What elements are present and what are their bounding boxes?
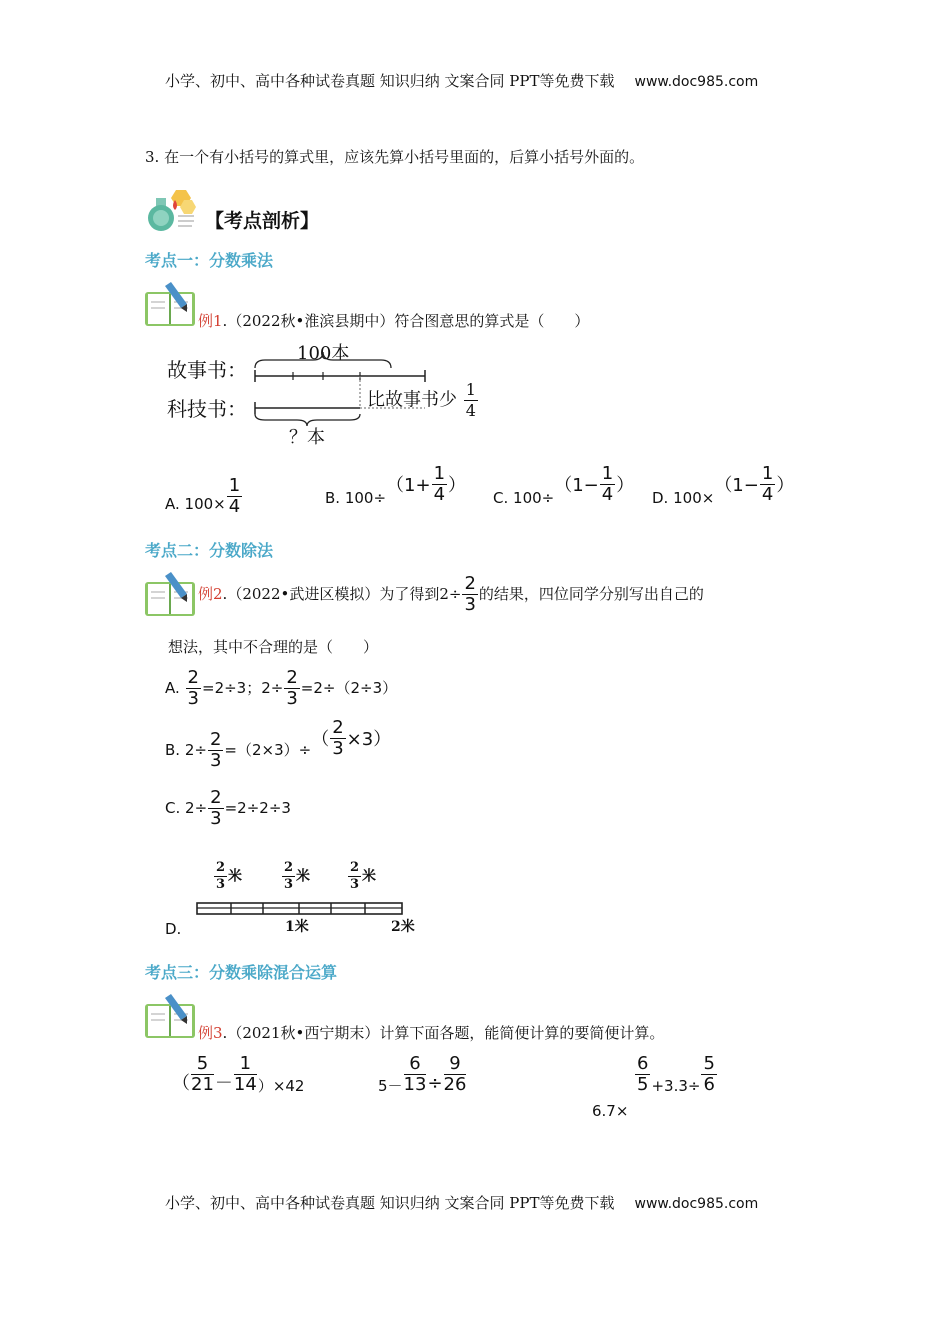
example-1-label: 例1 — [198, 312, 223, 330]
diagram-total-label: 100本 — [297, 343, 350, 364]
diagram-note: 比故事书少 $\frac{1}{4}$ — [367, 380, 476, 420]
segment-unit-1: 1米 — [285, 919, 309, 935]
page-header — [165, 70, 758, 91]
segment-label-2: $\frac{2}{3}$ 米 — [284, 860, 311, 892]
flask-icon — [146, 188, 196, 238]
header-text: 小学、初中、高中各种试卷真题 知识归纳 文案合同 PPT等免费下载 — [165, 72, 615, 90]
ex1-option-d[interactable]: D. 100×（1− $\frac{1}{4}$ ） — [652, 463, 795, 507]
ex2-option-c[interactable]: C. 2÷ $\frac{2}{3}$ =2÷2÷3 — [165, 787, 291, 829]
rule-3: 3. 在一个有小括号的算式里，应该先算小括号里面的，后算小括号外面的。 — [145, 148, 645, 166]
ex2-option-a[interactable]: A. $\frac{2}{3}$ =2÷3；2÷ $\frac{2}{3}$ =2÷（2÷3） — [165, 667, 398, 709]
section-2-title: 考点二：分数除法 — [145, 541, 274, 560]
footer-url[interactable]: www.doc985.com — [634, 1196, 759, 1212]
ex3-problem-2: 5－ $\frac{6}{13}$ ÷ $\frac{9}{26}$ — [378, 1053, 467, 1095]
segment-unit-2: 2米 — [391, 919, 415, 935]
header-url[interactable]: www.doc985.com — [634, 74, 759, 90]
section-1-title: 考点一：分数乘法 — [145, 251, 274, 270]
ex3-problem-3: $\frac{6}{5}$ +3.3÷ $\frac{5}{6}$ — [637, 1053, 715, 1095]
diagram-row2-label: 科技书： — [167, 397, 247, 421]
book-pencil-icon — [143, 572, 199, 622]
ex3-problem-3-prefix: 6.7× — [592, 1102, 629, 1120]
segment-label-3: $\frac{2}{3}$ 米 — [350, 860, 377, 892]
ex2-option-d-diagram — [195, 858, 435, 938]
segment-label-1: $\frac{2}{3}$ 米 — [216, 860, 243, 892]
ex2-option-b[interactable]: B. 2÷ $\frac{2}{3}$ =（2×3）÷（ $\frac{2}{3}$ ×3） — [165, 717, 392, 771]
ex1-option-a[interactable]: A. 100× $\frac{1}{4}$ — [165, 475, 241, 517]
example-1-diagram — [165, 338, 500, 448]
section-3-title: 考点三：分数乘除混合运算 — [145, 963, 338, 982]
diagram-row1-label: 故事书： — [167, 358, 247, 382]
diagram-fraction: $\frac{1}{4}$ — [465, 380, 476, 420]
book-pencil-icon — [143, 282, 199, 332]
example-1-question — [198, 310, 589, 331]
footer-text: 小学、初中、高中各种试卷真题 知识归纳 文案合同 PPT等免费下载 — [165, 1194, 615, 1212]
ex2-option-d-letter[interactable]: D. — [165, 920, 182, 938]
example-3-question: 例3.（2021秋•西宁期末）计算下面各题，能简便计算的要简便计算。 — [198, 1024, 665, 1042]
ex3-problem-1: （ $\frac{5}{21}$ － $\frac{1}{14}$ ）×42 — [172, 1053, 305, 1095]
book-pencil-icon — [143, 994, 199, 1044]
example-2-question: 例2.（2022•武进区模拟）为了得到2÷ $\frac{2}{3}$ 的结果，四位同学分别写出自己的 — [198, 573, 704, 615]
ex1-option-b[interactable]: B. 100÷（1+ $\frac{1}{4}$ ） — [325, 463, 467, 507]
page-footer — [165, 1192, 758, 1213]
diagram-question: ？本 — [289, 427, 325, 448]
analysis-title: 【考点剖析】 — [205, 210, 320, 232]
example-1-text: .（2022秋•淮滨县期中）符合图意思的算式是（ ） — [222, 312, 590, 330]
example-2-line2: 想法，其中不合理的是（ ） — [168, 638, 379, 656]
ex1-option-c[interactable]: C. 100÷（1− $\frac{1}{4}$ ） — [493, 463, 635, 507]
